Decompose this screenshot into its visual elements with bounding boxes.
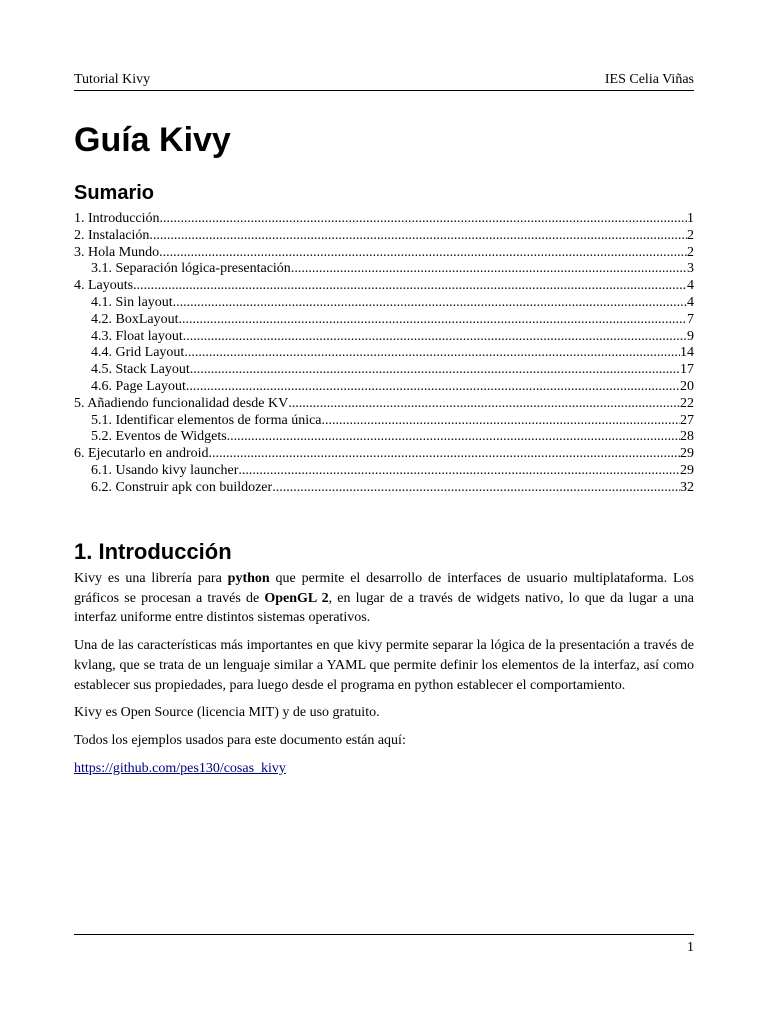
running-footer [74,934,694,955]
toc-entry[interactable] [74,329,694,346]
toc-entry-page: 2 [687,227,694,243]
toc-entry[interactable] [74,413,694,430]
intro-paragraph-3: Kivy es Open Source (licencia MIT) y de uso gratuito. [74,705,380,721]
python-bold: python [227,571,270,586]
toc-dot-leader [227,429,680,446]
toc-dot-leader [133,278,687,295]
toc-entry-page: 14 [680,345,694,361]
toc-entry[interactable] [74,429,694,446]
toc-entry[interactable] [74,295,694,312]
intro-paragraph-2: Una de las características más importantes en que kivy permite separar la lógica de la presentación a través de kvlang, que se trata de un lenguaje similar a YAML que permite definir los elementos de la interfaz, así como establecer sus propiedades, para luego desde el programa en python establecer el comportamiento. [74,638,694,693]
toc-dot-leader [288,396,680,413]
toc-entry-label: 4.4. Grid Layout [91,345,185,361]
header-right-text: IES Celia Viñas [604,72,694,87]
toc-entry-page: 29 [680,446,694,462]
toc-entry-label: 4. Layouts [74,278,134,294]
intro-text-3: , en lugar de a través de widgets nativo, lo que da lugar a una interfaz uniforme entre distintos sistemas operativos. [74,590,694,626]
header-left-text: Tutorial Kivy [74,72,151,87]
toc-entry-label: 2. Instalación [74,227,150,243]
toc-entry-label: 4.5. Stack Layout [91,362,190,378]
toc-entry[interactable] [74,312,694,329]
toc-entry-page: 17 [680,362,694,378]
toc-dot-leader [272,480,680,497]
toc-entry-label: 3. Hola Mundo [74,244,160,260]
toc-dot-leader [322,413,680,430]
toc-entry[interactable] [74,362,694,379]
document-title: Guía Kivy [74,121,231,159]
github-link[interactable]: https://github.com/pes130/cosas_kivy [74,760,286,776]
opengl-bold: OpenGL 2 [264,590,329,606]
toc-entry-label: 4.1. Sin layout [91,294,173,310]
intro-text-2: que permite el desarrollo de interfaces de usuario multiplataforma. Los gráficos se procesan a través de [74,571,694,606]
toc-entry-label: 5. Añadiendo funcionalidad desde KV [74,395,289,411]
toc-dot-leader [183,329,687,346]
toc-entry-page: 1 [687,211,694,226]
intro-paragraph-4: Todos los ejemplos usados para este documento están aquí: [74,732,406,748]
toc-entry[interactable] [74,261,694,278]
toc-dot-leader [209,446,680,463]
toc-entry[interactable] [74,211,694,228]
running-header [74,71,694,91]
toc-entry-label: 6. Ejecutarlo en android [74,446,209,462]
toc-entry-page: 22 [680,395,694,411]
toc-entry-label: 3.1. Separación lógica-presentación [91,261,291,277]
toc-entry[interactable] [74,480,694,497]
toc-dot-leader [184,345,680,362]
table-of-contents [74,211,694,497]
intro-paragraph-1 [74,569,694,628]
toc-entry[interactable] [74,463,694,480]
toc-entry-page: 4 [687,294,694,310]
toc-entry[interactable] [74,446,694,463]
toc-entry-label: 6.1. Usando kivy launcher [91,462,239,478]
toc-dot-leader [179,312,688,329]
link-paragraph [74,759,694,779]
toc-entry-page: 29 [680,462,694,478]
toc-entry-page: 32 [680,479,694,495]
toc-dot-leader [186,379,680,396]
toc-dot-leader [190,362,680,379]
toc-entry-page: 3 [687,261,694,277]
toc-dot-leader [160,211,687,228]
toc-entry-page: 2 [687,244,694,260]
toc-dot-leader [238,463,680,480]
toc-entry[interactable] [74,245,694,262]
toc-entry-page: 27 [680,412,694,428]
toc-dot-leader [149,228,687,245]
toc-entry-page: 20 [680,378,694,394]
toc-entry-label: 6.2. Construir apk con buildozer [91,479,273,495]
toc-entry-page: 9 [687,328,694,344]
toc-entry[interactable] [74,228,694,245]
toc-entry[interactable] [74,396,694,413]
toc-entry[interactable] [74,278,694,295]
toc-heading: Sumario [74,182,155,204]
toc-entry[interactable] [74,345,694,362]
toc-entry[interactable] [74,379,694,396]
toc-dot-leader [291,261,687,278]
document-page [74,0,694,1024]
intro-text-1: Kivy es una librería para [74,571,228,586]
toc-entry-label: 4.6. Page Layout [91,378,186,394]
toc-entry-label: 1. Introducción [74,211,160,226]
section-heading: 1. Introducción [74,539,232,564]
toc-entry-page: 4 [687,278,694,294]
toc-dot-leader [159,245,687,262]
section-body [74,569,694,786]
toc-entry-label: 4.3. Float layout [91,328,183,344]
toc-entry-label: 4.2. BoxLayout [91,311,179,327]
toc-entry-page: 28 [680,429,694,445]
toc-entry-label: 5.1. Identificar elementos de forma única [91,412,322,428]
toc-entry-page: 7 [687,311,694,327]
page-number: 1 [687,940,694,955]
toc-entry-label: 5.2. Eventos de Widgets [91,429,227,445]
toc-dot-leader [173,295,687,312]
